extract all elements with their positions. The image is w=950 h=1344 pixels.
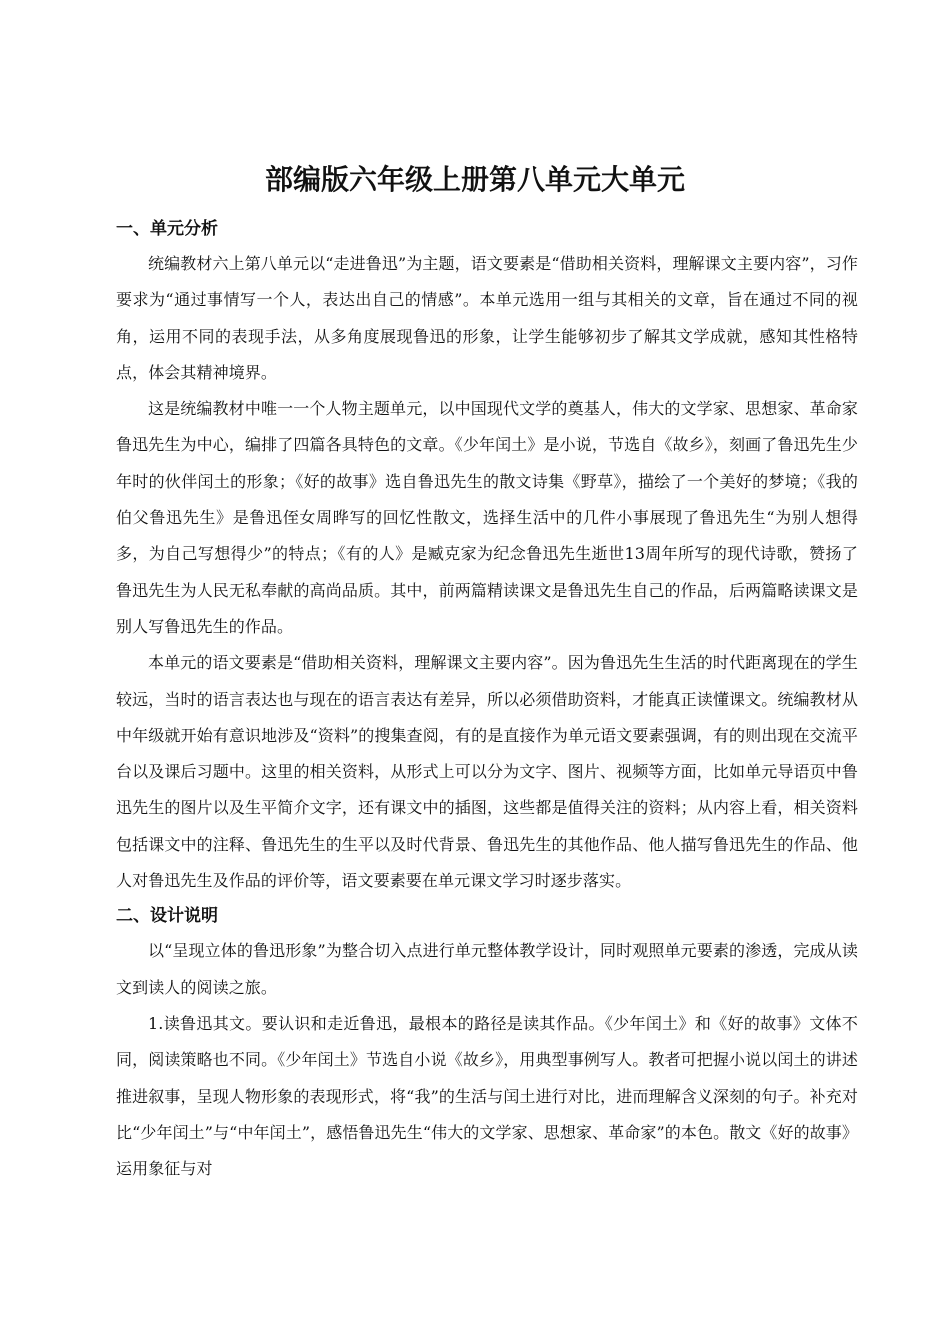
section-unit-analysis (116, 212, 858, 899)
paragraph: 这是统编教材中唯一一个人物主题单元，以中国现代文学的奠基人，伟大的文学家、思想家、革命家鲁迅先生为中心，编排了四篇各具特色的文章。《少年闰土》是小说，节选自《故乡》，刻画了鲁迅先生少年时的伙伴闰土的形象；《好的故事》选自鲁迅先生的散文诗集《野草》，描绘了一个美好的梦境；《我的伯父鲁迅先生》是鲁迅侄女周晔写的回忆性散文，选择生活中的几件小事展现了鲁迅先生“为别人想得多，为自己写想得少”的特点；《有的人》是臧克家为纪念鲁迅先生逝世13周年所写的现代诗歌，赞扬了鲁迅先生为人民无私奉献的高尚品质。其中，前两篇精读课文是鲁迅先生自己的作品，后两篇略读课文是别人写鲁迅先生的作品。 (116, 399, 858, 636)
document-title: 部编版六年级上册第八单元大单元 (264, 163, 685, 196)
section-heading: 二、设计说明 (116, 906, 218, 927)
paragraph: 本单元的语文要素是“借助相关资料，理解课文主要内容”。因为鲁迅先生生活的时代距离现在的学生较远，当时的语言表达也与现在的语言表达有差异，所以必须借助资料，才能真正读懂课文。统编教材从中年级就开始有意识地涉及“资料”的搜集查阅，有的是直接作为单元语文要素强调，有的则出现在交流平台以及课后习题中。这里的相关资料，从形式上可以分为文字、图片、视频等方面，比如单元导语页中鲁迅先生的图片以及生平简介文字，还有课文中的插图，这些都是值得关注的资料；从内容上看，相关资料包括课文中的注释、鲁迅先生的生平以及时代背景、鲁迅先生的其他作品、他人描写鲁迅先生的作品、他人对鲁迅先生及作品的评价等，语文要素要在单元课文学习时逐步落实。 (116, 653, 858, 891)
paragraph: 以“呈现立体的鲁迅形象”为整合切入点进行单元整体教学设计，同时观照单元要素的渗透，完成从读文到读人的阅读之旅。 (116, 941, 858, 997)
paragraph: 1.读鲁迅其文。要认识和走近鲁迅，最根本的路径是读其作品。《少年闰土》和《好的故事》文体不同，阅读策略也不同。《少年闰土》节选自小说《故乡》，用典型事例写人。教者可把握小说以闰土的讲述推进叙事，呈现人物形象的表现形式，将“我”的生活与闰土进行对比，进而理解含义深刻的句子。补充对比“少年闰土”与“中年闰土”，感悟鲁迅先生“伟大的文学家、思想家、革命家”的本色。散文《好的故事》运用象征与对 (116, 1013, 858, 1179)
section-heading: 一、单元分析 (116, 219, 218, 239)
paragraph: 统编教材六上第八单元以“走进鲁迅”为主题，语文要素是“借助相关资料，理解课文主要内容”，习作要求为“通过事情写一个人，表达出自己的情感”。本单元选用一组与其相关的文章，旨在通过不同的视角，运用不同的表现手法，从多角度展现鲁迅的形象，让学生能够初步了解其文学成就，感知其性格特点，体会其精神境界。 (116, 254, 858, 382)
section-design-notes (116, 899, 858, 1187)
document-body (116, 212, 858, 1187)
